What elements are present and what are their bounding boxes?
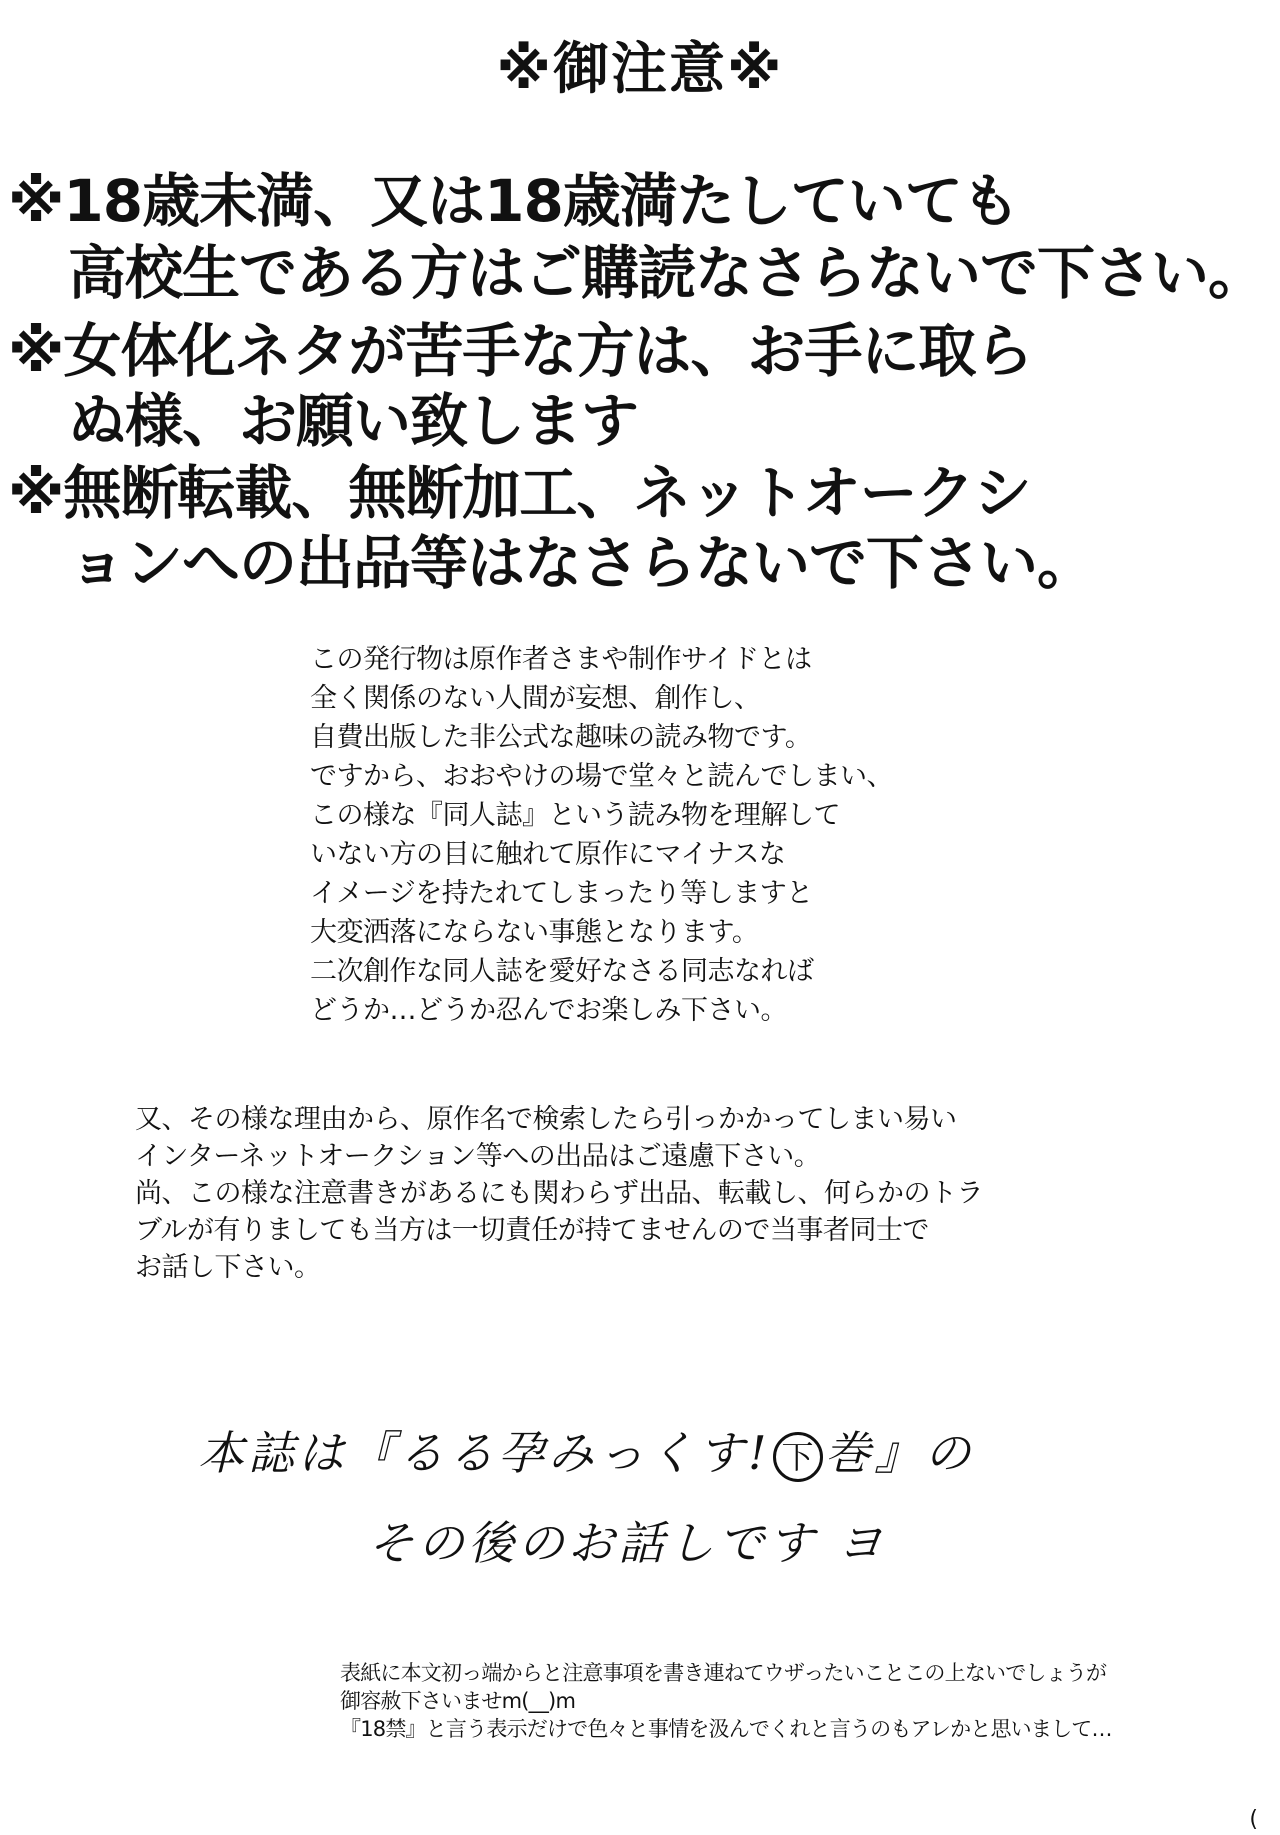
- auction-notice-line: ブルが有りましても当方は一切責任が持てませんので当事者同士で: [135, 1215, 929, 1246]
- warning-1-line-2: 高校生である方はご購読なさらないで下さい。: [68, 239, 1266, 307]
- disclaimer-line: どうか…どうか忍んでお楽しみ下さい。: [310, 995, 787, 1026]
- disclaimer-line: 自費出版した非公式な趣味の読み物です。: [310, 722, 812, 753]
- auction-notice-line: 又、その様な理由から、原作名で検索したら引っかかってしまい易い: [135, 1104, 957, 1135]
- corner-mark: (: [1249, 1807, 1258, 1832]
- auction-notice-line: お話し下さい。: [135, 1252, 321, 1283]
- warning-3-line-1: ※無断転載、無断加工、ネットオークシ: [8, 459, 1031, 527]
- handwritten-note-line-1: [198, 1426, 975, 1482]
- footer-line: 表紙に本文初っ端からと注意事項を書き連ねてウザったいことこの上ないでしょうが: [340, 1661, 1107, 1685]
- disclaimer-line: この発行物は原作者さまや制作サイドとは: [310, 644, 812, 675]
- warning-1-line-1: ※18歳未満、又は18歳満たしていても: [8, 167, 1019, 235]
- footer-line: 『18禁』と言う表示だけで色々と事情を汲んでくれと言うのもアレかと思いまして…: [340, 1717, 1112, 1741]
- disclaimer-line: ですから、おおやけの場で堂々と読んでしまい、: [310, 761, 893, 792]
- handwritten-text: 巻』の: [824, 1426, 975, 1480]
- disclaimer-line: いない方の目に触れて原作にマイナスな: [310, 839, 786, 870]
- handwritten-text: 本誌は『るる孕みっくす!: [198, 1426, 771, 1480]
- auction-notice-paragraph: [135, 1101, 983, 1286]
- footer-note: [340, 1659, 1112, 1743]
- auction-notice-line: 尚、この様な注意書きがあるにも関わらず出品、転載し、何らかのトラ: [135, 1178, 983, 1209]
- warning-2-line-1: ※女体化ネタが苦手な方は、お手に取ら: [8, 317, 1033, 385]
- notice-title: ※御注意※: [496, 37, 784, 102]
- disclaimer-line: 二次創作な同人誌を愛好なさる同志なれば: [310, 956, 814, 987]
- disclaimer-line: イメージを持たれてしまったり等しますと: [310, 878, 813, 909]
- disclaimer-paragraph: [310, 640, 893, 1030]
- auction-notice-line: インターネットオークション等への出品はご遠慮下さい。: [135, 1141, 821, 1172]
- disclaimer-line: 大変洒落にならない事態となります。: [310, 917, 759, 948]
- disclaimer-line: この様な『同人誌』という読み物を理解して: [310, 800, 840, 831]
- disclaimer-line: 全く関係のない人間が妄想、創作し、: [310, 683, 761, 714]
- footer-line: 御容赦下さいませm(__)m: [340, 1689, 576, 1713]
- warning-3-line-2: ョンへの出品等はなさらないで下さい。: [68, 529, 1095, 597]
- warning-2-line-2: ぬ様、お願い致します: [68, 387, 639, 455]
- circled-character: 下: [773, 1432, 823, 1482]
- handwritten-note-line-2: その後のお話しです ヨ: [368, 1516, 887, 1570]
